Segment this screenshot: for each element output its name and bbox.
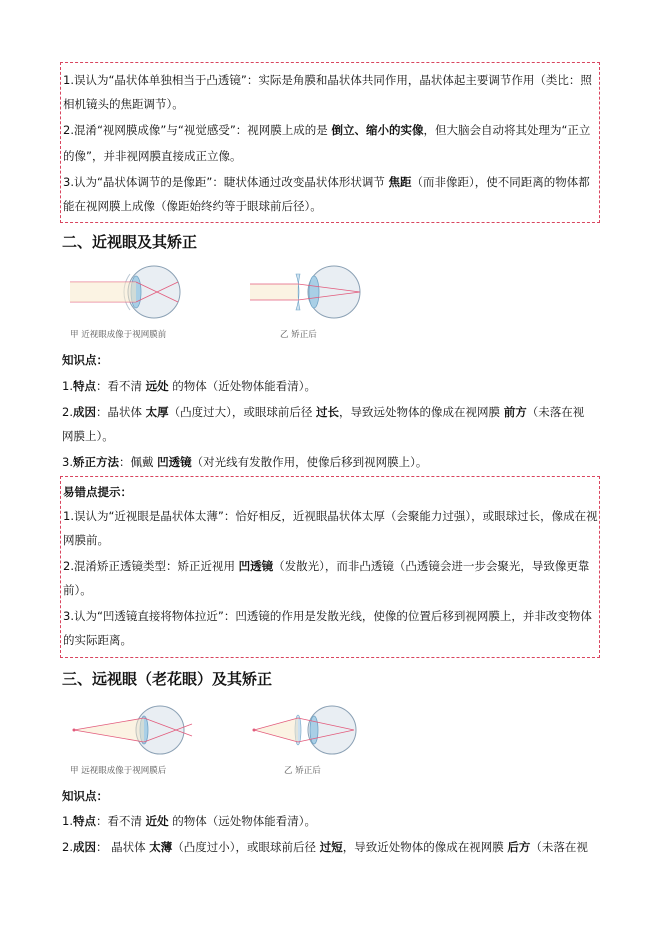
myopia-corrected-diagram: [250, 262, 370, 322]
knowledge-label-hyperopia: 知识点：: [62, 789, 108, 803]
pitfall-2-1-line-b: 网膜前。: [63, 533, 109, 547]
section-heading-myopia: 二、近视眼及其矫正: [62, 233, 198, 251]
pitfall-3-line-a: 3.认为“晶状体调节的是像距”：睫状体通过改变晶状体形状调节 焦距（而非像距），使不同距离的物体都: [63, 175, 590, 189]
hyperopia-corrected-diagram: [250, 700, 360, 760]
myopia-diagram: [70, 262, 190, 322]
pitfall-title: 易错点提示：: [63, 485, 132, 499]
hyperopia-diagram: [70, 700, 195, 760]
hyperopia-corrected-caption: 乙 矫正后: [284, 766, 321, 776]
pitfall-2-line-a: 2.混淆“视网膜成像”与“视觉感受”：视网膜上成的是 倒立、缩小的实像，但大脑会自动将其处理为“正立: [63, 123, 591, 137]
myopia-caption: 甲 近视眼成像于视网膜前: [70, 330, 167, 340]
pitfall-2-2-line-b: 前）。: [63, 583, 92, 597]
hyperopia-caption: 甲 远视眼成像于视网膜后: [70, 766, 167, 776]
section-heading-hyperopia: 三、远视眼（老花眼）及其矫正: [62, 670, 273, 688]
pitfall-box-2: [60, 476, 600, 658]
knowledge-label-myopia: 知识点：: [62, 353, 108, 367]
hyperopia-point-2: 2.成因： 晶状体 太薄（凸度过小），或眼球前后径 过短，导致近处物体的像成在视网膜 后方（未落在视: [62, 840, 588, 854]
pitfall-2-3-line-b: 的实际距离。: [63, 633, 132, 647]
myopia-point-3: 3.矫正方法：佩戴 凹透镜（对光线有发散作用，使像后移到视网膜上）。: [62, 455, 428, 469]
hyperopia-point-1: 1.特点：看不清 近处 的物体（远处物体能看清）。: [62, 814, 317, 828]
pitfall-box-1: [60, 62, 600, 223]
pitfall-1-line-a: 1.误认为“晶状体单独相当于凸透镜”：实际是角膜和晶状体共同作用，晶状体起主要调节作用（类比：照: [63, 73, 592, 87]
myopia-point-1: 1.特点：看不清 远处 的物体（近处物体能看清）。: [62, 379, 317, 393]
myopia-corrected-caption: 乙 矫正后: [280, 330, 317, 340]
pitfall-2-1-line-a: 1.误认为“近视眼是晶状体太薄”：恰好相反，近视眼晶状体太厚（会聚能力过强），或眼球过长，像成在视: [63, 509, 598, 523]
pitfall-3-line-b: 能在视网膜上成像（像距始终约等于眼球前后径）。: [63, 199, 322, 213]
pitfall-2-3-line-a: 3.认为“凹透镜直接将物体拉近”：凹透镜的作用是发散光线，使像的位置后移到视网膜上，并非改变物体: [63, 609, 592, 623]
myopia-point-2: 2.成因：晶状体 太厚（凸度过大），或眼球前后径 过长，导致远处物体的像成在视网膜 前方（未落在视: [62, 405, 585, 419]
pitfall-2-line-b: 的像”，并非视网膜直接成正立像。: [63, 149, 242, 163]
pitfall-1-line-b: 相机镜头的焦距调节）。: [63, 97, 184, 111]
myopia-point-2-cont: 网膜上）。: [62, 429, 114, 443]
pitfall-2-2-line-a: 2.混淆矫正透镜类型：矫正近视用 凹透镜（发散光），而非凸透镜（凸透镜会进一步会聚光，导致像更靠: [63, 559, 590, 573]
